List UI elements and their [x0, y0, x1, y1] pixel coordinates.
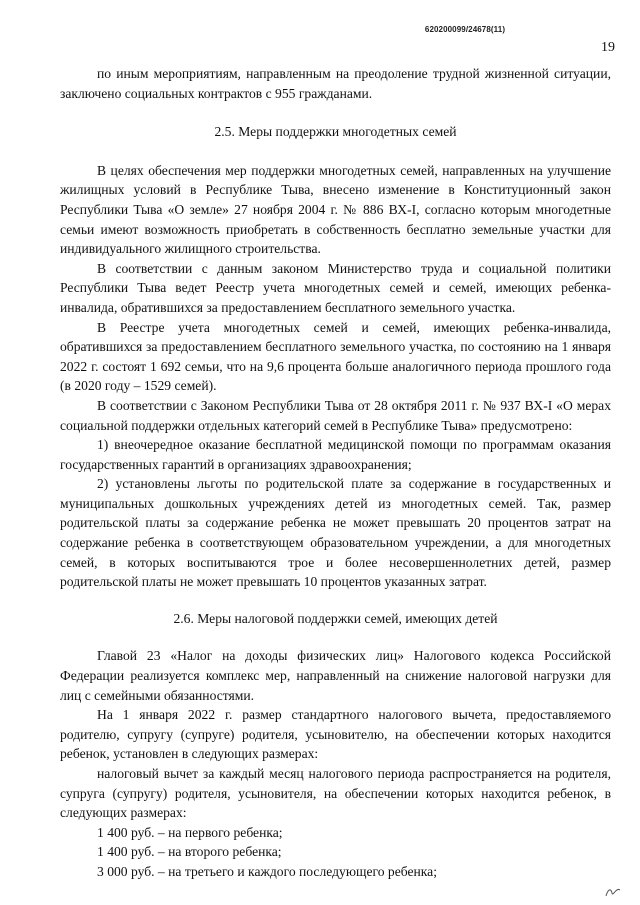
- paragraph-2-5-6: 2) установлены льготы по родительской плате за содержание в государственных и муниципальных дошкольных учреждениях детей из многодетных семей. Так, размер родительской платы за содержание ребенка не может превышать 20 процентов затрат на содержание ребенка в соответствующем образовательном учреждении, а для многодетных семей, в которых воспитываются трое и более несовершеннолетних детей, размер родительской платы не может превышать 10 процентов указанных затрат.: [60, 476, 611, 590]
- paragraph-2-5-4: В соответствии с Законом Республики Тыва от 28 октября 2011 г. № 937 ВХ-I «О мерах социальной поддержки отдельных категорий семей в Республике Тыва» предусмотрено:: [60, 397, 611, 433]
- section-title-2-5: 2.5. Меры поддержки многодетных семей: [214, 124, 457, 140]
- section-title-2-6: 2.6. Меры налоговой поддержки семей, имеющих детей: [173, 610, 498, 626]
- paragraph-intro: по иным мероприятиям, направленным на преодоление трудной жизненной ситуации, заключено социальных контрактов с 955 гражданами.: [60, 66, 611, 101]
- paragraph-2-6-2: На 1 января 2022 г. размер стандартного налогового вычета, предоставляемого родителю, супругу (супруге) родителя, усыновителю, на обеспечении которых находится ребенок, установлен в следующих размерах:: [60, 707, 611, 762]
- paragraph-2-5-3: В Реестре учета многодетных семей и семей, имеющих ребенка-инвалида, обратившихся за предоставлением бесплатного земельного участка, по состоянию на 1 января 2022 г. состоят 1 692 семьи, что на 9,6 процента больше аналогичного периода прошлого года (в 2020 году – 1529 семей).: [60, 319, 611, 394]
- list-item: 3 000 руб. – на третьего и каждого последующего ребенка;: [97, 863, 437, 879]
- page-number: 19: [601, 40, 615, 55]
- document-id: 620200099/24678(11): [424, 25, 506, 34]
- paragraph-2-5-1: В целях обеспечения мер поддержки многодетных семей, направленных на улучшение жилищных условий в Республике Тыва, внесено изменение в Конституционный закон Республики Тыва «О земле» 27 ноября 2004 г. № 886 ВХ-I, согласно которым многодетные семьи имеют возможность приобретать в собственность бесплатно земельные участки для индивидуального жилищного строительства.: [60, 162, 611, 257]
- initials-signature-mark: [604, 885, 622, 899]
- paragraph-2-5-2: В соответствии с данным законом Министерство труда и социальной политики Республики Тыва ведет Реестр учета многодетных семей и семей, имеющих ребенка-инвалида, обратившихся за предоставлением бесплатного земельного участка.: [60, 260, 611, 315]
- list-item: 1 400 руб. – на второго ребенка;: [97, 844, 282, 860]
- paragraph-2-6-3: налоговый вычет за каждый месяц налогового периода распространяется на родителя, супруга (супругу) родителя, усыновителя, на обеспечении которых находится ребенок, в следующих размерах:: [60, 766, 611, 821]
- list-item: 1 400 руб. – на первого ребенка;: [97, 824, 283, 840]
- paragraph-2-6-1: Главой 23 «Налог на доходы физических лиц» Налогового кодекса Российской Федерации реализуется комплекс мер, направленный на снижение налоговой нагрузки для лиц с семейными обязанностями.: [60, 648, 611, 703]
- paragraph-2-5-5: 1) внеочередное оказание бесплатной медицинской помощи по программам оказания государственных гарантий в организациях здравоохранения;: [60, 437, 611, 472]
- document-body: [60, 64, 611, 882]
